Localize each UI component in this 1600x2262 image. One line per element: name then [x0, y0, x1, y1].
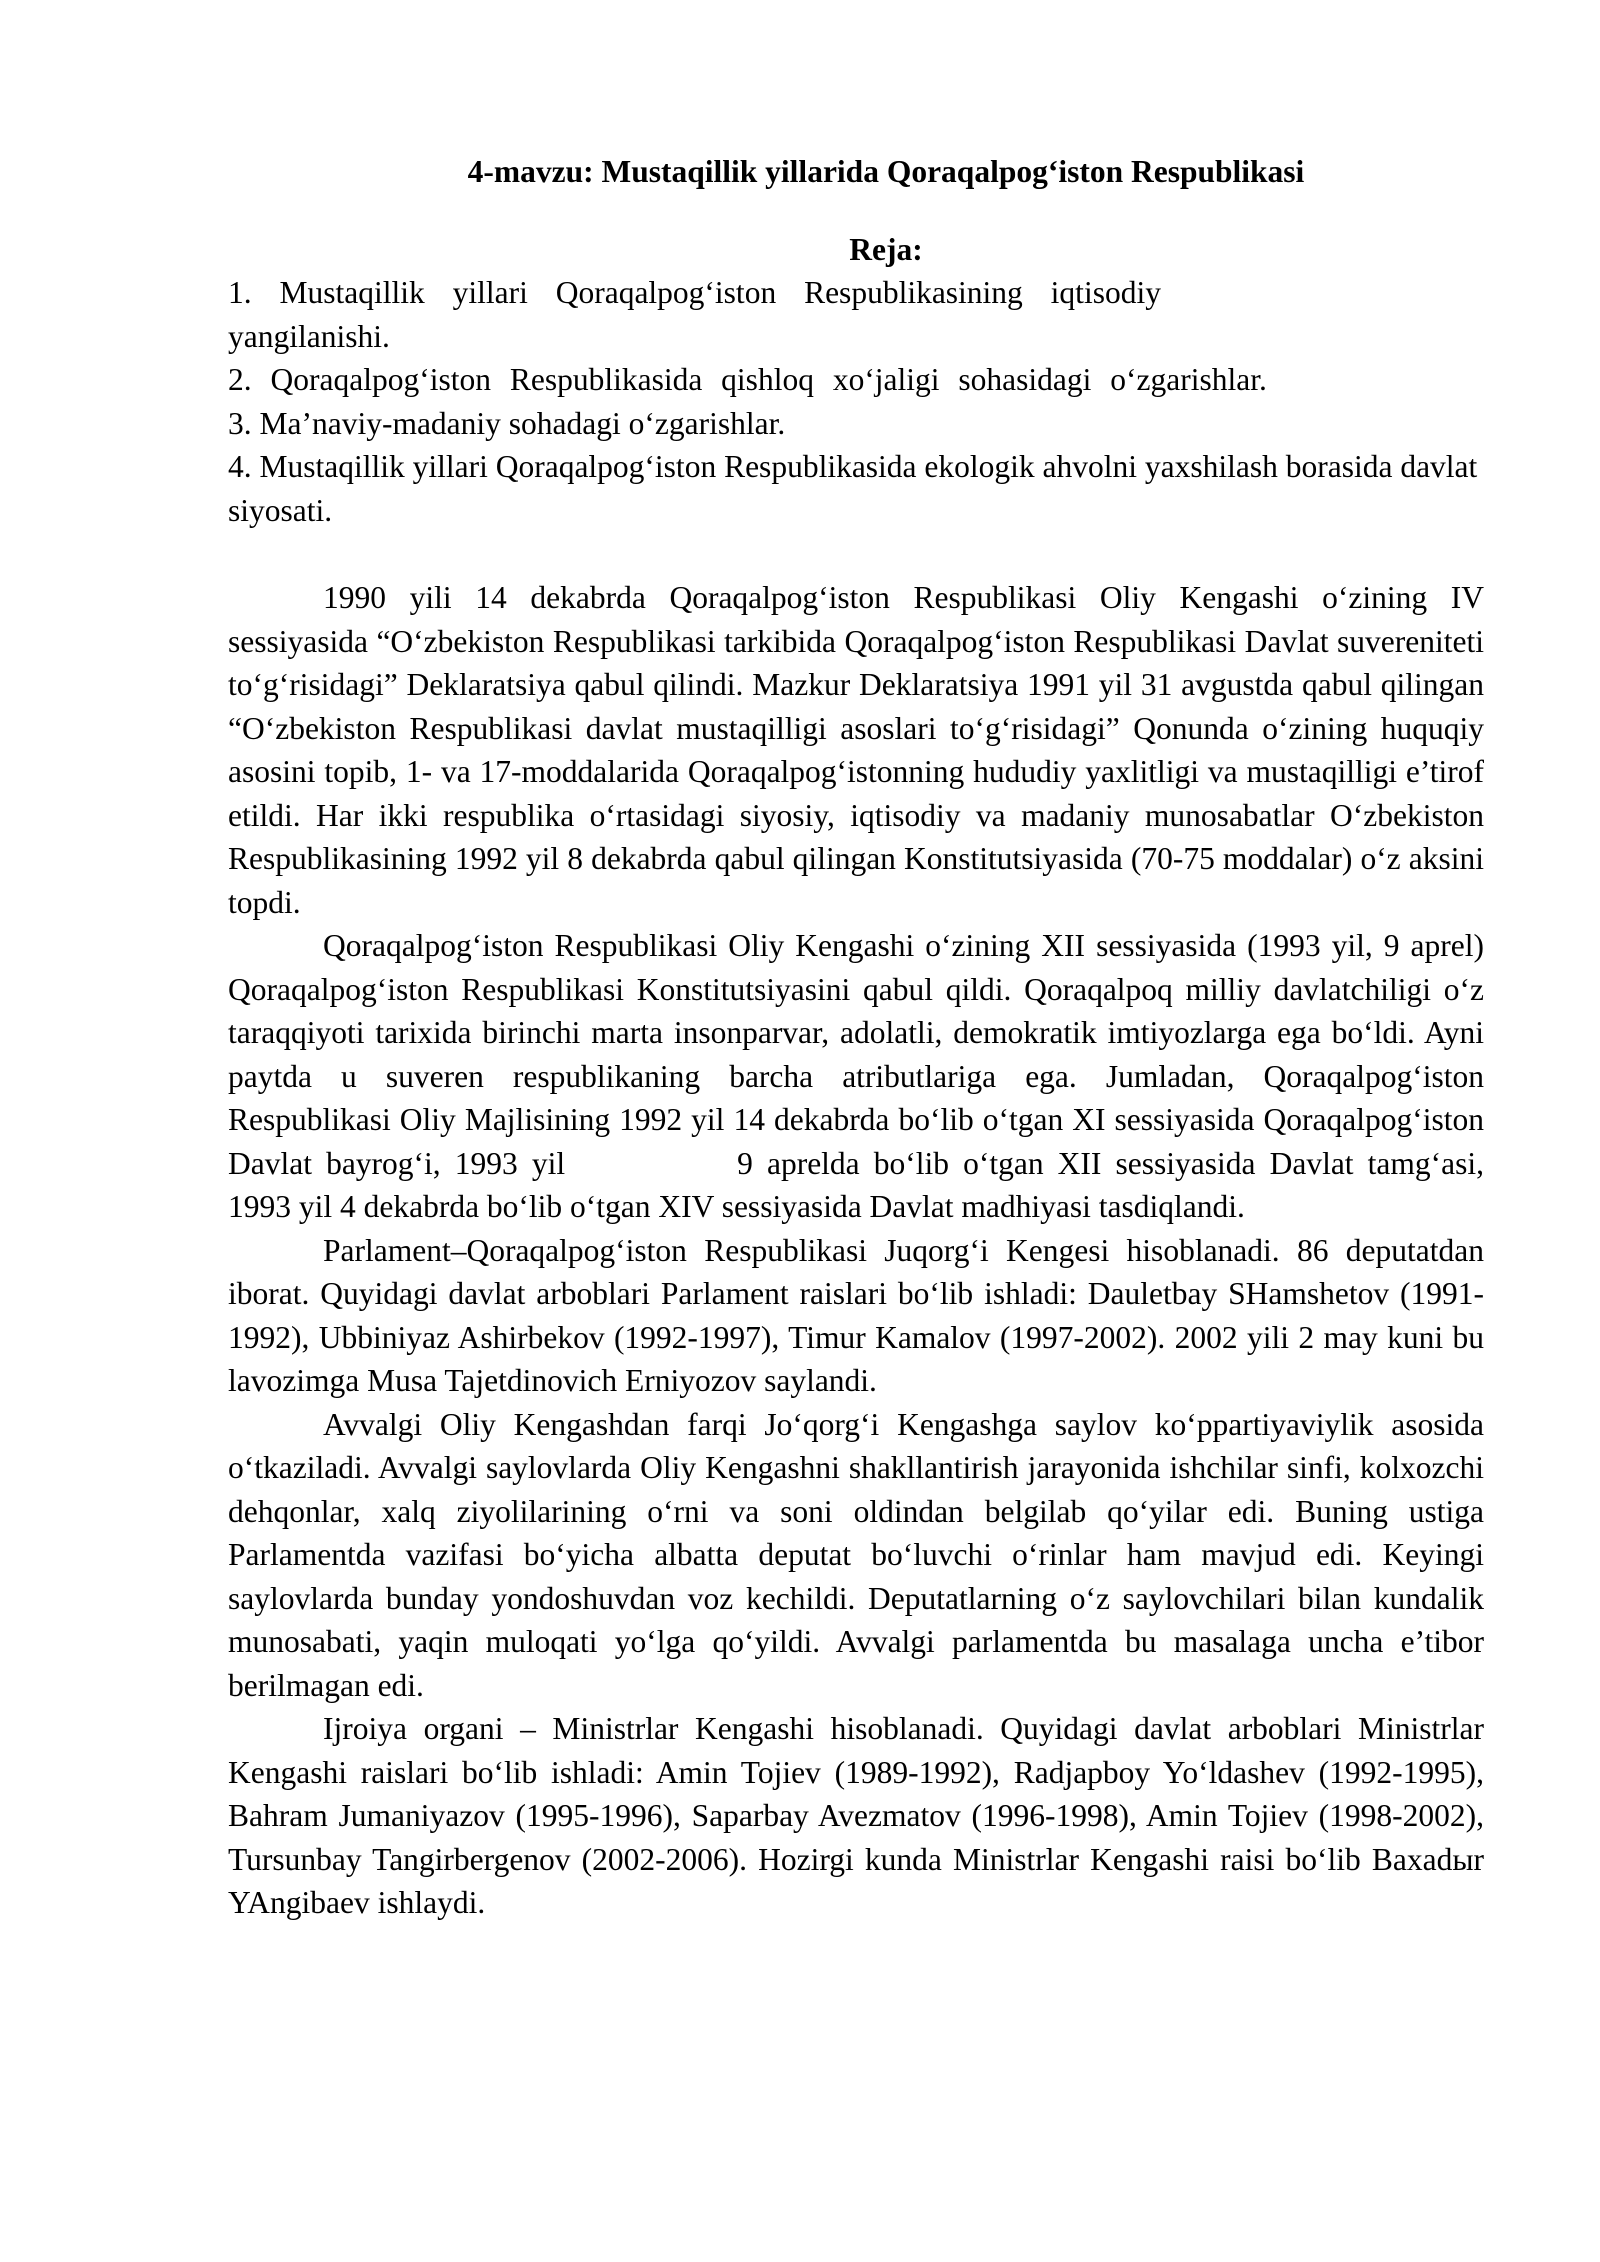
plan-item: 2. Qoraqalpog‘iston Respublikasida qishloq xo‘jaligi sohasidagi o‘zgarishlar.	[228, 362, 1267, 397]
paragraph-text: Qoraqalpog‘iston Respublikasi Oliy Kengashi o‘zining XII sessiyasida (1993 yil, 9 aprel) Qoraqalpog‘iston Respublikasi Konstitutsiyasini qabul qildi. Qoraqalpoq milliy davlatchiligi o‘z taraqqiyoti tarixida birinchi marta insonparvar, adolatli, demokratik imtiyozlarga ega bo‘ldi. Ayni paytda u suveren respublikaning barcha atributlariga ega. Jumladan, Qoraqalpog‘iston Respublikasi Oliy Majlisining 1992 yil 14 dekabrda bo‘lib o‘tgan XI sessiyasida Qoraqalpog‘iston Davlat bayrog‘i,	[228, 928, 1484, 1181]
body-paragraph: Ijroiya organi – Ministrlar Kengashi hisoblanadi. Quyidagi davlat arboblari Ministrlar Kengashi raislari bo‘lib ishladi: Amin Tojiev (1989-1992), Radjapboy Yo‘ldashev (1992-1995), Bahram Jumaniyazov (1995-1996), Saparbay Avezmatov (1996-1998), Amin Tojiev (1998-2002), Tursunbay Tangirbergenov (2002-2006). Hozirgi kunda Ministrlar Kengashi raisi bo‘lib Baxadыr YAngibaev ishlaydi.	[228, 1711, 1484, 1920]
plan-heading: Reja:	[849, 231, 923, 267]
document-title: 4-mavzu: Mustaqillik yillarida Qoraqalpog‘iston Respublikasi	[467, 154, 1305, 189]
body-paragraph: Avvalgi Oliy Kengashdan farqi Jo‘qorg‘i Kengashga saylov ko‘ppartiyaviylik asosida o‘tkaziladi. Avvalgi saylovlarda Oliy Kengashni shakllantirish jarayonida ishchilar sinfi, kolxozchi dehqonlar, xalq ziyolilarining o‘rni va soni oldindan belgilab qo‘yilar edi. Buning ustiga Parlamentda vazifasi bo‘yicha albatta deputat bo‘luvchi o‘rinlar ham mavjud edi. Keyingi saylovlarda bunday yondoshuvdan voz kechildi. Deputatlarning o‘z saylovchilari bilan kundalik munosabati, yaqin muloqati yo‘lga qo‘yildi. Avvalgi parlamentda bu masalaga uncha e’tibor berilmagan edi.	[228, 1406, 1484, 1703]
body-paragraph: Parlament–Qoraqalpog‘iston Respublikasi Juqorg‘i Kengesi hisoblanadi. 86 deputatdan iborat. Quyidagi davlat arboblari Parlament raislari bo‘lib ishladi: Dauletbay SHamshetov (1991-1992), Ubbiniyaz Ashirbekov (1992-1997), Timur Kamalov (1997-2002). 2002 yili 2 may kuni bu lavozimga Musa Tajetdinovich Erniyozov saylandi.	[228, 1232, 1484, 1398]
body-paragraph: 1990 yili 14 dekabrda Qoraqalpog‘iston Respublikasi Oliy Kengashi o‘zining IV sessiyasida “O‘zbekiston Respublikasi tarkibida Qoraqalpog‘iston Respublikasi Davlat suvereniteti to‘g‘risidagi” Deklaratsiya qabul qilindi. Mazkur Deklaratsiya 1991 yil 31 avgustda qabul qilingan “O‘zbekiston Respublikasi davlat mustaqilligi asoslari to‘g‘risidagi” Qonunda o‘zining huquqiy asosini topib, 1- va 17-moddalarida Qoraqalpog‘istonning hududiy yaxlitligi va mustaqilligi e’tirof etildi. Har ikki respublika o‘rtasidagi siyosiy, iqtisodiy va madaniy munosabatlar O‘zbekiston Respublikasining 1992 yil 8 dekabrda qabul qilingan Konstitutsiyasida (70-75 moddalar) o‘z aksini topdi.	[228, 580, 1484, 920]
document-page	[228, 150, 1484, 1925]
plan-list	[228, 271, 1484, 532]
plan-item: 3. Ma’naviy-madaniy sohadagi o‘zgarishlar.	[228, 405, 786, 441]
paragraph-text: 1993 yil	[454, 1145, 566, 1181]
plan-item: 4. Mustaqillik yillari Qoraqalpog‘iston Respublikasida ekologik ahvolni yaxshilash borasida davlat siyosati.	[228, 449, 1478, 528]
body-paragraph	[228, 924, 1484, 1229]
paragraph-text: 9 aprelda bo‘lib o‘tgan XII sessiyasida Davlat tamg‘asi, 1993 yil 4 dekabrda bo‘lib o‘tgan XIV sessiyasida Davlat madhiyasi tasdiqlandi.	[228, 1145, 1484, 1224]
plan-item: 1. Mustaqillik yillari Qoraqalpog‘iston Respublikasining iqtisodiy yangilanishi.	[228, 275, 1161, 354]
